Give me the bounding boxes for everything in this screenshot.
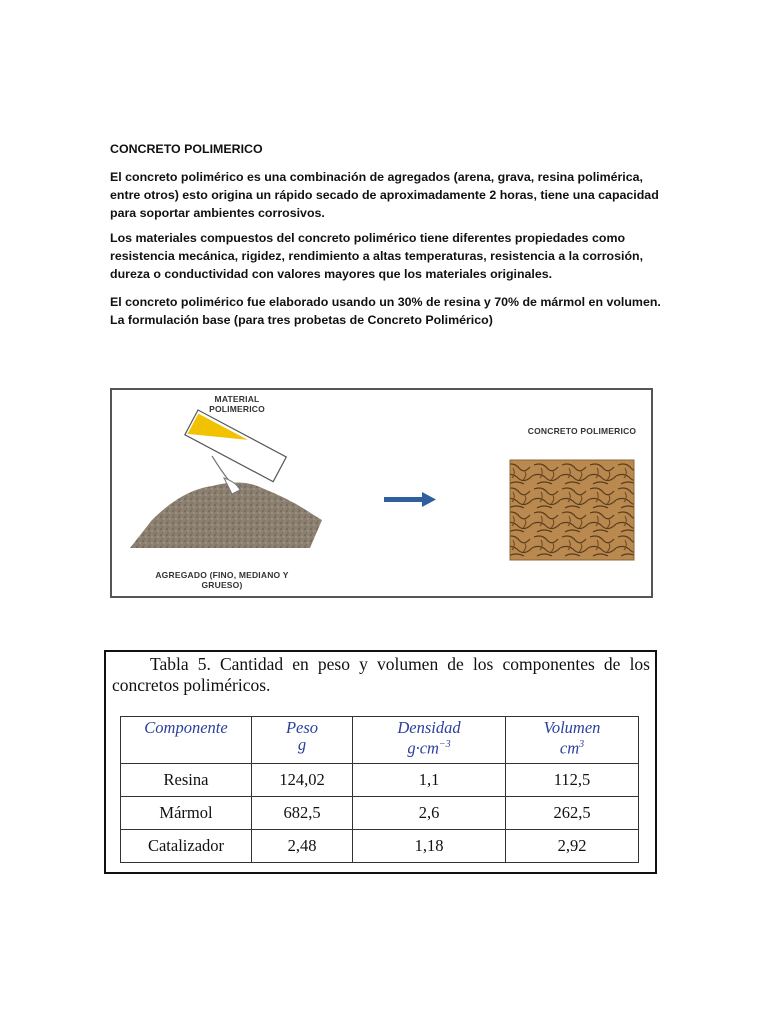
table-row — [121, 830, 639, 863]
header-peso: Peso g — [252, 717, 353, 764]
table-cell: 2,6 — [353, 797, 506, 830]
document-heading: CONCRETO POLIMERICO — [110, 142, 263, 156]
resin-container-icon — [185, 410, 286, 482]
label-agregado: AGREGADO (FINO, MEDIANO Y GRUESO) — [155, 570, 289, 590]
table-cell: 2,48 — [252, 830, 353, 863]
table-cell: 682,5 — [252, 797, 353, 830]
table-cell: 1,1 — [353, 764, 506, 797]
table-caption: Tabla 5. Cantidad en peso y volumen de los componentes de los concretos poliméricos. — [112, 654, 650, 695]
label-concreto-polimerico: CONCRETO POLIMERICO — [527, 426, 637, 436]
label-material-polimerico: MATERIAL POLIMERICO — [209, 394, 265, 414]
paragraph-3: El concreto polimérico fue elaborado usando un 30% de resina y 70% de mármol en volumen. La formulación base (para tres probetas de Concreto Polimérico) — [110, 295, 661, 327]
paragraph-1: El concreto polimérico es una combinación de agregados (arena, grava, resina polimérica, entre otros) esto origina un rápido secado de aproximadamente 2 horas, tiene una capacidad para soportar ambientes corrosivos. — [110, 170, 659, 220]
table-cell: 2,92 — [506, 830, 639, 863]
table-cell: 1,18 — [353, 830, 506, 863]
arrow-right-icon — [384, 492, 436, 507]
table-header-row — [121, 717, 639, 764]
table-cell: 112,5 — [506, 764, 639, 797]
header-componente: Componente — [121, 717, 252, 764]
table-cell: Mármol — [121, 797, 252, 830]
table-row — [121, 797, 639, 830]
components-table — [120, 716, 639, 863]
table-cell: Catalizador — [121, 830, 252, 863]
concreto-polimerico-figure — [110, 388, 653, 598]
aggregate-pile — [130, 482, 322, 548]
header-densidad: Densidad $g\cdot cm^{-3}$ — [353, 717, 506, 764]
polymer-concrete-block — [510, 460, 634, 560]
table-figure — [104, 650, 657, 874]
table-cell: 262,5 — [506, 797, 639, 830]
paragraph-2: Los materiales compuestos del concreto polimérico tiene diferentes propiedades como resistencia mecánica, rigidez, rendimiento a altas temperaturas, resistencia a la corrosión, dureza o conductividad con valores mayores que los materiales originales. — [110, 231, 644, 281]
table-cell: 124,02 — [252, 764, 353, 797]
figure-illustration — [112, 390, 651, 596]
table-cell: Resina — [121, 764, 252, 797]
table-row — [121, 764, 639, 797]
header-volumen: Volumen $cm^3$ — [506, 717, 639, 764]
